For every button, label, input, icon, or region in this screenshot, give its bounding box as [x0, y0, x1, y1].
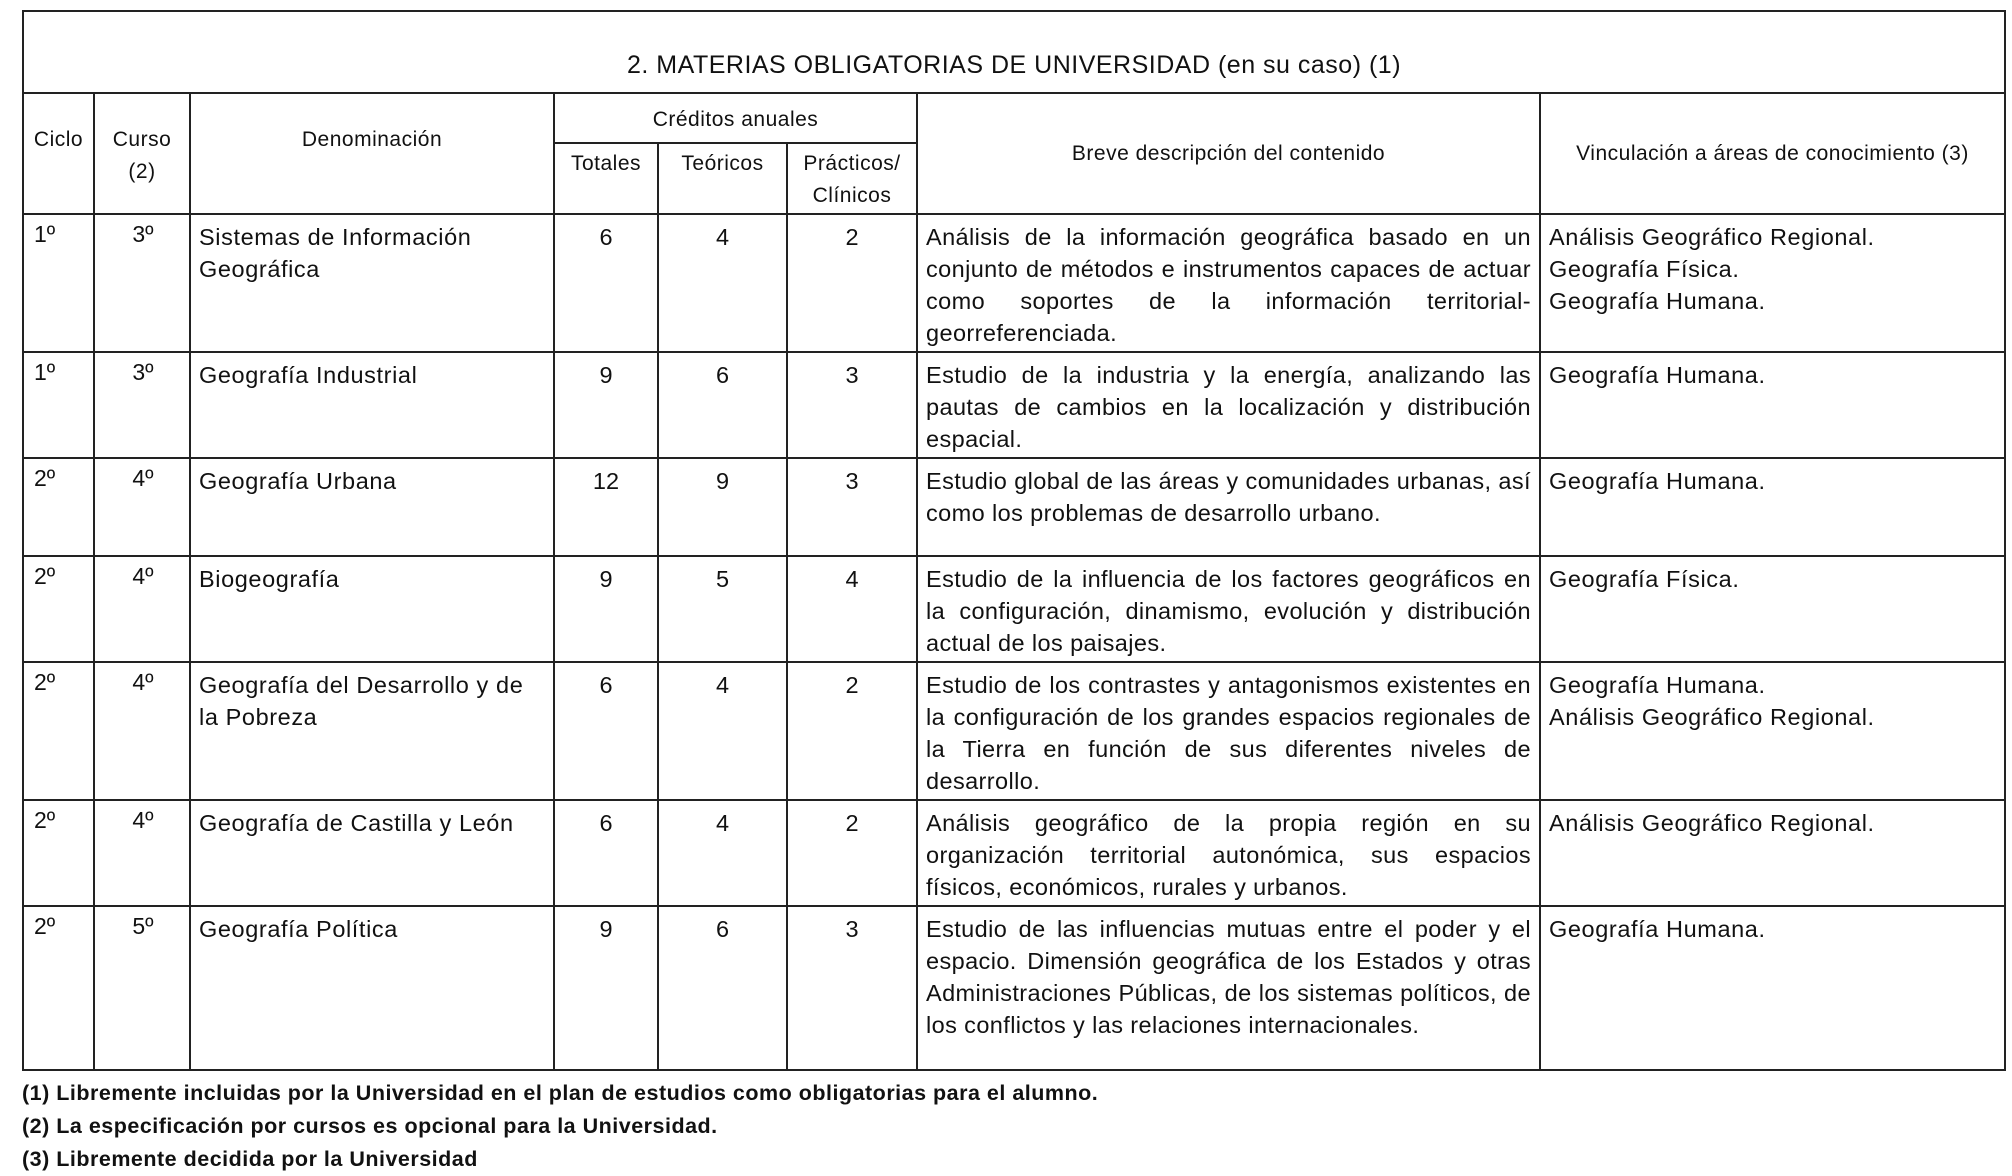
area-item: Geografía Física.	[1549, 566, 1740, 592]
cell-areas	[1540, 662, 2005, 800]
cell-teoricos: 4	[658, 662, 787, 800]
cell-ciclo: 2º	[23, 662, 94, 800]
table-row	[23, 662, 2005, 800]
header-curso-note: (2)	[128, 160, 156, 183]
cell-curso: 4º	[94, 662, 190, 800]
cell-totales: 12	[554, 458, 658, 556]
footnotes	[22, 1077, 2004, 1176]
cell-denominacion: Geografía Política	[190, 906, 554, 1070]
cell-totales: 6	[554, 662, 658, 800]
cell-curso: 4º	[94, 800, 190, 906]
cell-practicos: 2	[787, 214, 917, 352]
cell-areas	[1540, 352, 2005, 458]
header-clinicos: Clínicos	[812, 184, 892, 207]
cell-curso: 3º	[94, 352, 190, 458]
cell-teoricos: 5	[658, 556, 787, 662]
cell-descripcion: Análisis de la información geográfica basado en un conjunto de métodos e instrumentos capaces de actuar como soportes de la información territorial-georreferenciada.	[917, 214, 1540, 352]
cell-teoricos: 4	[658, 214, 787, 352]
footnote-2: (2) La especificación por cursos es opcional para la Universidad.	[22, 1114, 718, 1138]
cell-areas	[1540, 800, 2005, 906]
cell-denominacion: Geografía Industrial	[190, 352, 554, 458]
cell-descripcion: Análisis geográfico de la propia región en su organización territorial autonómica, sus espacios físicos, económicos, rurales y urbanos.	[917, 800, 1540, 906]
area-item: Geografía Humana.	[1549, 916, 1766, 942]
cell-descripcion: Estudio de las influencias mutuas entre el poder y el espacio. Dimensión geográfica de los Estados y otras Administraciones Públicas, de los sistemas políticos, de los conflictos y las relaciones internacionales.	[917, 906, 1540, 1070]
cell-curso: 4º	[94, 458, 190, 556]
header-denominacion: Denominación	[190, 93, 554, 214]
area-item: Análisis Geográfico Regional.	[1549, 224, 1875, 250]
cell-practicos: 2	[787, 800, 917, 906]
table-row	[23, 906, 2005, 1070]
cell-teoricos: 4	[658, 800, 787, 906]
cell-descripcion: Estudio de la influencia de los factores geográficos en la configuración, dinamismo, evolución y distribución actual de los paisajes.	[917, 556, 1540, 662]
footnote-1: (1) Libremente incluidas por la Universidad en el plan de estudios como obligatorias para el alumno.	[22, 1081, 1099, 1105]
cell-descripcion: Estudio de los contrastes y antagonismos existentes en la configuración de los grandes espacios regionales de la Tierra en función de sus diferentes niveles de desarrollo.	[917, 662, 1540, 800]
cell-ciclo: 2º	[23, 800, 94, 906]
area-item: Geografía Física.	[1549, 256, 1740, 282]
area-item: Geografía Humana.	[1549, 288, 1766, 314]
area-item: Análisis Geográfico Regional.	[1549, 704, 1875, 730]
header-practicos: Prácticos/	[803, 152, 901, 175]
cell-teoricos: 9	[658, 458, 787, 556]
cell-totales: 6	[554, 800, 658, 906]
table-row	[23, 800, 2005, 906]
cell-descripcion: Estudio global de las áreas y comunidades urbanas, así como los problemas de desarrollo urbano.	[917, 458, 1540, 556]
cell-totales: 9	[554, 352, 658, 458]
header-practicos-clinicos	[787, 143, 917, 214]
header-descripcion: Breve descripción del contenido	[917, 93, 1540, 214]
table-row	[23, 556, 2005, 662]
header-ciclo: Ciclo	[23, 93, 94, 214]
cell-totales: 6	[554, 214, 658, 352]
cell-denominacion: Biogeografía	[190, 556, 554, 662]
cell-practicos: 2	[787, 662, 917, 800]
cell-denominacion: Sistemas de Información Geográfica	[190, 214, 554, 352]
header-teoricos: Teóricos	[658, 143, 787, 214]
cell-ciclo: 2º	[23, 556, 94, 662]
table-row	[23, 352, 2005, 458]
header-curso-label: Curso	[112, 128, 172, 151]
cell-teoricos: 6	[658, 906, 787, 1070]
table-row	[23, 214, 2005, 352]
area-item: Geografía Humana.	[1549, 468, 1766, 494]
cell-areas	[1540, 906, 2005, 1070]
cell-ciclo: 1º	[23, 352, 94, 458]
cell-ciclo: 2º	[23, 458, 94, 556]
cell-areas	[1540, 458, 2005, 556]
cell-totales: 9	[554, 906, 658, 1070]
header-vinculacion: Vinculación a áreas de conocimiento (3)	[1540, 93, 2005, 214]
document-page	[22, 10, 2004, 1176]
header-creditos-anuales: Créditos anuales	[554, 93, 917, 143]
cell-practicos: 3	[787, 352, 917, 458]
table-row	[23, 458, 2005, 556]
cell-practicos: 3	[787, 458, 917, 556]
header-curso	[94, 93, 190, 214]
cell-teoricos: 6	[658, 352, 787, 458]
cell-curso: 5º	[94, 906, 190, 1070]
header-totales: Totales	[554, 143, 658, 214]
area-item: Análisis Geográfico Regional.	[1549, 810, 1875, 836]
cell-denominacion: Geografía Urbana	[190, 458, 554, 556]
area-item: Geografía Humana.	[1549, 672, 1766, 698]
footnote-3: (3) Libremente decidida por la Universidad	[22, 1147, 478, 1171]
area-item: Geografía Humana.	[1549, 362, 1766, 388]
cell-denominacion: Geografía del Desarrollo y de la Pobreza	[190, 662, 554, 800]
cell-ciclo: 1º	[23, 214, 94, 352]
cell-descripcion: Estudio de la industria y la energía, analizando las pautas de cambios en la localización y distribución espacial.	[917, 352, 1540, 458]
cell-areas	[1540, 214, 2005, 352]
table-title: 2. MATERIAS OBLIGATORIAS DE UNIVERSIDAD (en su caso) (1)	[23, 11, 2005, 93]
cell-practicos: 3	[787, 906, 917, 1070]
cell-curso: 3º	[94, 214, 190, 352]
subjects-table	[22, 10, 2006, 1071]
cell-ciclo: 2º	[23, 906, 94, 1070]
cell-practicos: 4	[787, 556, 917, 662]
cell-denominacion: Geografía de Castilla y León	[190, 800, 554, 906]
cell-curso: 4º	[94, 556, 190, 662]
cell-totales: 9	[554, 556, 658, 662]
cell-areas	[1540, 556, 2005, 662]
